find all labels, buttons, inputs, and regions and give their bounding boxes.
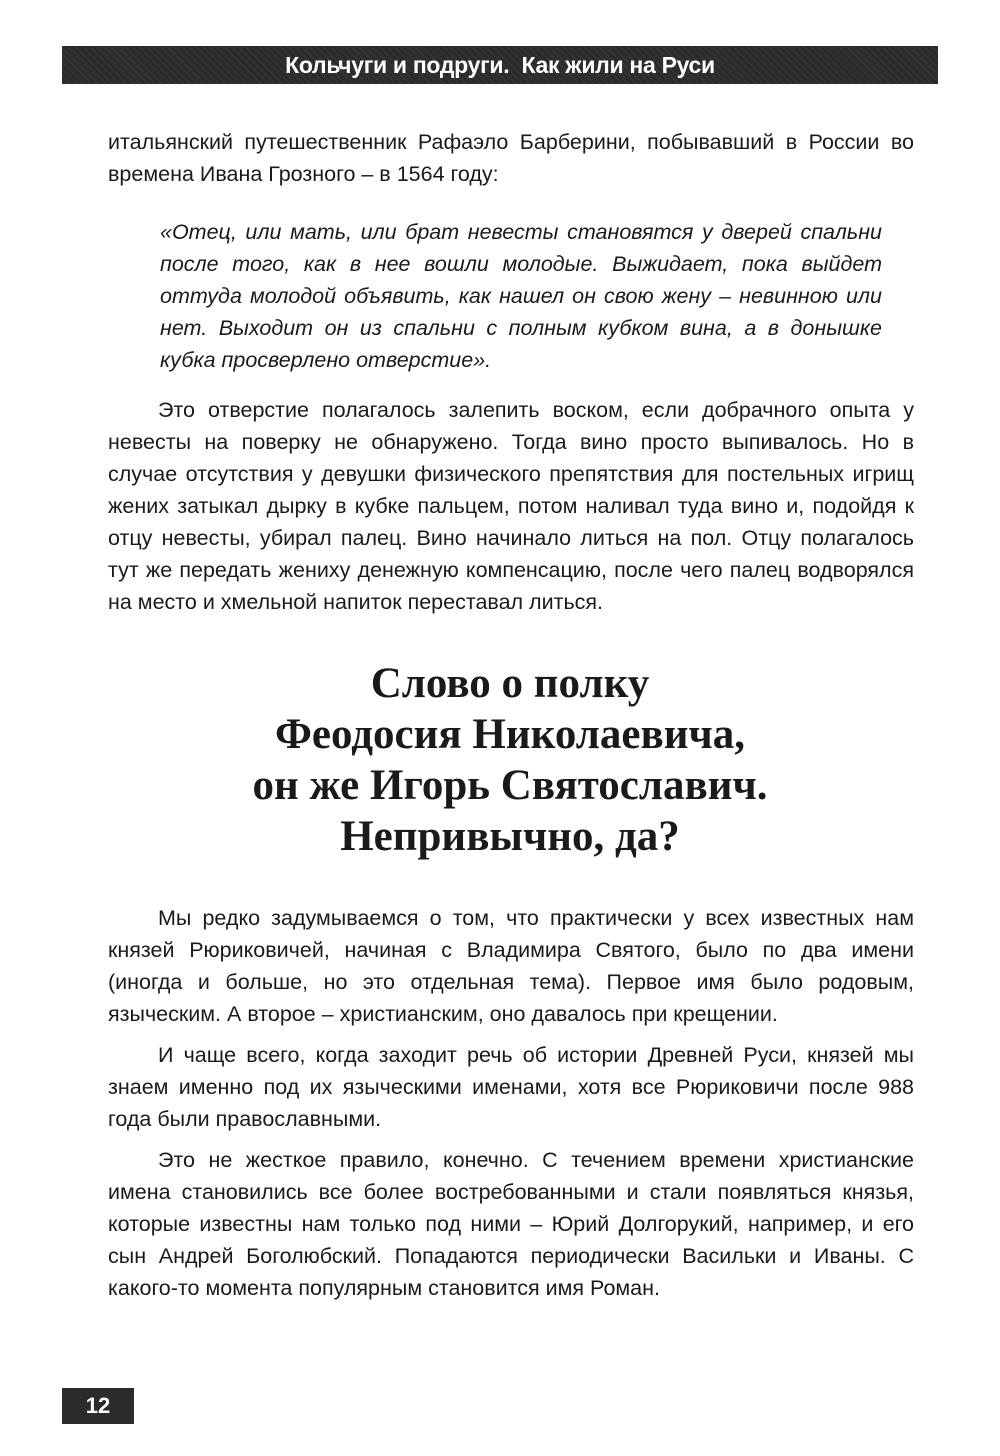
section-heading-line: он же Игорь Святославич. xyxy=(252,762,768,809)
running-header xyxy=(62,46,938,84)
section-paragraph: Это не жесткое правило, конечно. С течением времени христианские имена становились все более востребованными и стали появляться князья, которые известны нам только под ними – Юрий Долгорукий, например, и его сын Андрей Боголюбский. Попадаются периодически Васильки и Иваны. С какого-то момента популярным становится имя Роман. xyxy=(108,1148,914,1300)
page-number-box xyxy=(62,1388,134,1424)
section-heading-line: Феодосия Николаевича, xyxy=(275,711,745,758)
quote-block xyxy=(160,216,882,376)
section-heading-line: Непривычно, да? xyxy=(340,813,680,860)
paragraph-after-quote-block xyxy=(108,394,914,618)
section-heading xyxy=(100,658,920,862)
paragraph-after-quote: Это отверстие полагалось залепить воском, если добрачного опыта у невесты на поверку не обнаружено. Тогда вино просто выпивалось. Но в случае отсутствия у девушки физического препятствия для постельных игрищ жених затыкал дырку в кубке пальцем, потом наливал туда вино и, подойдя к отцу невесты, убирал палец. Вино начинало литься на пол. Отцу полагалось тут же передать жениху денежную компенсацию, после чего палец водворялся на место и хмельной напиток переставал литься. xyxy=(108,398,914,614)
intro-paragraph-block xyxy=(108,126,914,190)
section-paragraph: И чаще всего, когда заходит речь об истории Древней Руси, князей мы знаем именно под их языческими именами, хотя все Рюриковичи после 988 года были православными. xyxy=(108,1043,914,1131)
page-number: 12 xyxy=(85,1393,111,1418)
quote-text: «Отец, или мать, или брат невесты становятся у дверей спальни после того, как в нее вошли молодые. Выжидает, пока выйдет оттуда молодой объявить, как нашел он свою жену – невинною или нет. Выходит он из спальни с полным кубком вина, а в донышке кубка просверлено отверстие». xyxy=(160,220,882,372)
section-paragraph: Мы редко задумываемся о том, что практически у всех известных нам князей Рюриковичей, начиная с Владимира Святого, было по два имени (иногда и больше, но это отдельная тема). Первое имя было родовым, языческим. А второе – христианским, оно давалось при крещении. xyxy=(108,906,914,1026)
running-header-title: Кольчуги и подруги. Как жили на Руси xyxy=(285,51,715,78)
section-body xyxy=(108,902,914,1304)
section-heading-line: Слово о полку xyxy=(370,660,650,707)
intro-paragraph: итальянский путешественник Рафаэло Барберини, побывавший в России во времена Ивана Грозного – в 1564 году: xyxy=(108,130,914,186)
